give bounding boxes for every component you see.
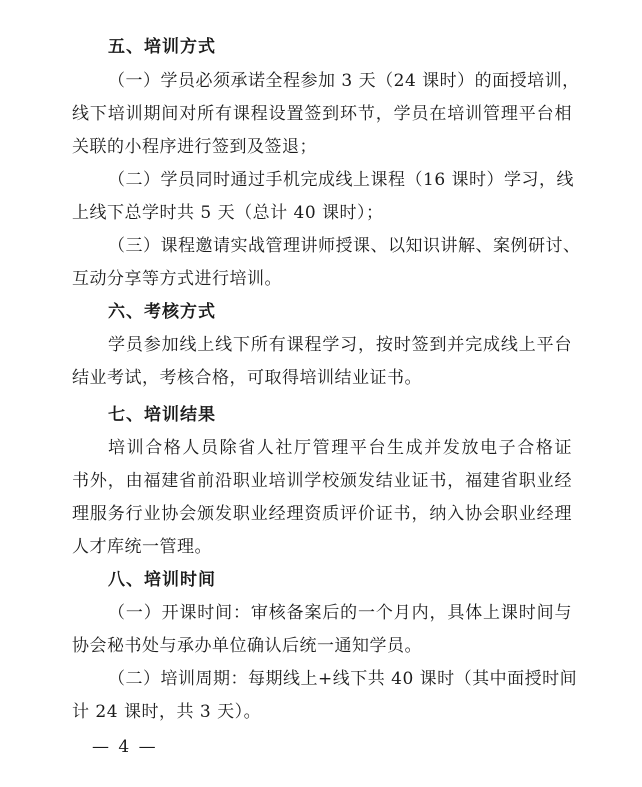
- paragraph-line: 互动分享等方式进行培训。: [72, 269, 282, 289]
- paragraph-line: 上线下总学时共 5 天（总计 40 课时）；: [72, 203, 384, 223]
- section-heading-assessment-method: 六、考核方式: [108, 302, 216, 322]
- paragraph-line: （一）学员必须承诺全程参加 3 天（24 课时）的面授培训，: [108, 71, 580, 91]
- paragraph-line: 计 24 课时，共 3 天）。: [72, 702, 262, 722]
- paragraph-line: （二）培训周期：每期线上+线下共 40 课时（其中面授时间: [108, 669, 578, 689]
- paragraph-line: 理服务行业协会颁发职业经理资质评价证书，纳入协会职业经理: [72, 504, 572, 524]
- section-heading-training-result: 七、培训结果: [108, 405, 216, 425]
- paragraph-line: 结业考试，考核合格，可取得培训结业证书。: [72, 368, 422, 388]
- paragraph-line: （二）学员同时通过手机完成线上课程（16 课时）学习，线: [108, 170, 575, 190]
- paragraph-line: （一）开课时间：审核备案后的一个月内，具体上课时间与: [108, 603, 572, 623]
- section-heading-training-method: 五、培训方式: [108, 37, 216, 57]
- paragraph-line: 培训合格人员除省人社厅管理平台生成并发放电子合格证: [108, 438, 572, 458]
- paragraph-line: 书外，由福建省前沿职业培训学校颁发结业证书，福建省职业经: [72, 471, 572, 491]
- page-number: — 4 —: [92, 737, 158, 757]
- paragraph-line: 线下培训期间对所有课程设置签到环节，学员在培训管理平台相: [72, 104, 572, 124]
- paragraph-line: 关联的小程序进行签到及签退；: [72, 137, 317, 157]
- paragraph-line: 学员参加线上线下所有课程学习，按时签到并完成线上平台: [108, 335, 572, 355]
- paragraph-line: 协会秘书处与承办单位确认后统一通知学员。: [72, 636, 422, 656]
- section-heading-training-time: 八、培训时间: [108, 570, 216, 590]
- paragraph-line: 人才库统一管理。: [72, 537, 212, 557]
- paragraph-line: （三）课程邀请实战管理讲师授课、以知识讲解、案例研讨、: [108, 236, 581, 256]
